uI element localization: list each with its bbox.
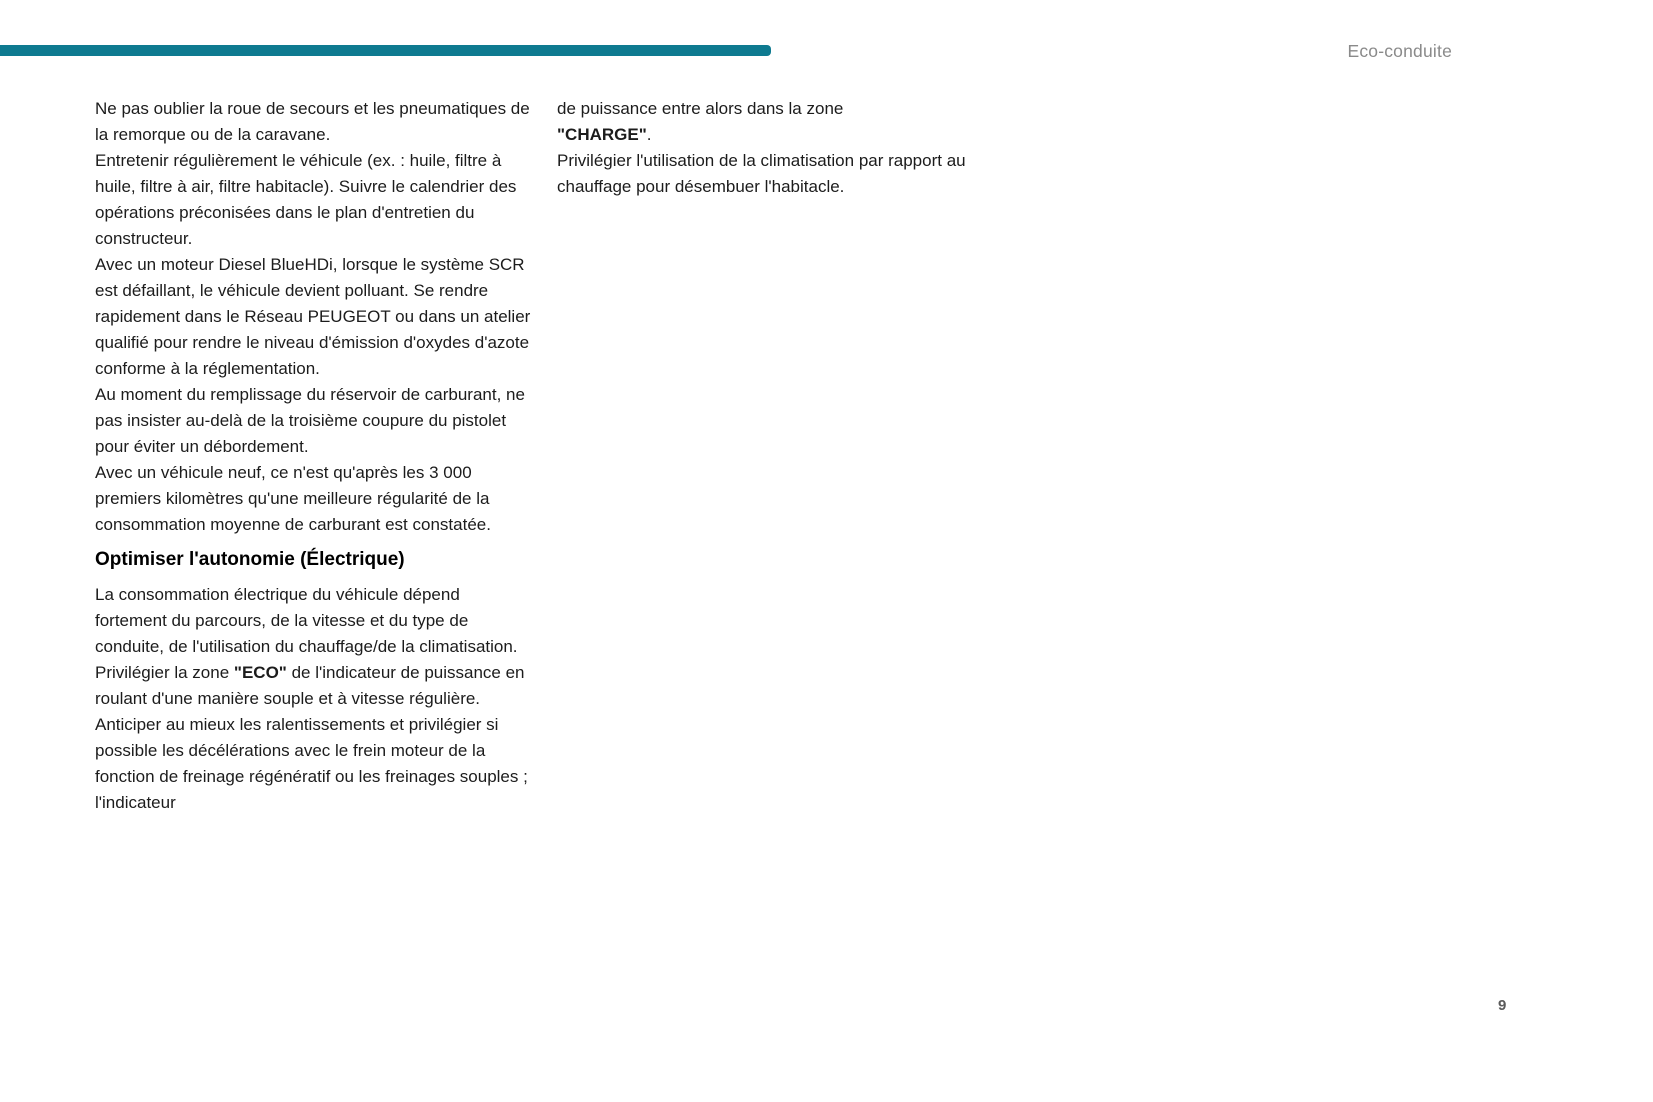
text-segment: de puissance entre alors dans la zone [557,99,844,118]
subsection-heading: Optimiser l'autonomie (Électrique) [95,549,405,570]
text-segment: de l'indicateur de puissance en roulant d'une manière souple et à vitesse régulière. [95,663,525,708]
paragraph [557,96,993,148]
text-segment: "CHARGE" [557,125,647,144]
text-segment: Avec un véhicule neuf, ce n'est qu'après les 3 000 premiers kilomètres qu'une meilleure régularité de la consommation moyenne de carburant est constatée. [95,463,491,534]
right-column [557,96,993,200]
paragraph-group-top [95,96,531,538]
text-segment: Au moment du remplissage du réservoir de carburant, ne pas insister au-delà de la troisième coupure du pistolet pour éviter un débordement. [95,385,525,456]
text-segment: . [646,125,652,144]
paragraph [95,96,531,148]
header-accent-bar [0,45,771,56]
paragraph-group [557,96,993,200]
paragraph [95,712,531,816]
text-segment: Avec un moteur Diesel BlueHDi, lorsque le système SCR est défaillant, le véhicule devient polluant. Se rendre rapidement dans le Réseau PEUGEOT ou dans un atelier qualifié pour rendre le niveau d'émission d'oxydes d'azote conforme à la réglementation. [95,255,531,378]
paragraph [95,148,531,252]
text-segment: Anticiper au mieux les ralentissements et privilégier si possible les décélérations avec le frein moteur de la fonction de freinage régénératif ou les freinages souples ; l'indicateur [95,715,528,812]
page-number: 9 [1498,997,1507,1014]
text-segment: Privilégier la zone [95,663,234,682]
paragraph [557,148,993,200]
left-column [95,96,531,816]
text-segment: Ne pas oublier la roue de secours et les pneumatiques de la remorque ou de la caravane. [95,99,530,144]
text-segment: Privilégier l'utilisation de la climatisation par rapport au chauffage pour désembuer l'habitacle. [557,151,966,196]
paragraph [95,660,531,712]
text-segment: "ECO" [233,663,287,682]
section-title: Eco-conduite [1347,41,1452,61]
paragraph [95,382,531,460]
paragraph [95,460,531,538]
paragraph-group-bottom [95,582,531,816]
text-segment: Entretenir régulièrement le véhicule (ex. : huile, filtre à huile, filtre à air, filtre habitacle). Suivre le calendrier des opérations préconisées dans le plan d'entretien du constructeur. [95,151,517,248]
text-segment: La consommation électrique du véhicule dépend fortement du parcours, de la vitesse et du type de conduite, de l'utilisation du chauffage/de la climatisation. [95,585,518,656]
paragraph [95,582,531,660]
paragraph [95,252,531,382]
